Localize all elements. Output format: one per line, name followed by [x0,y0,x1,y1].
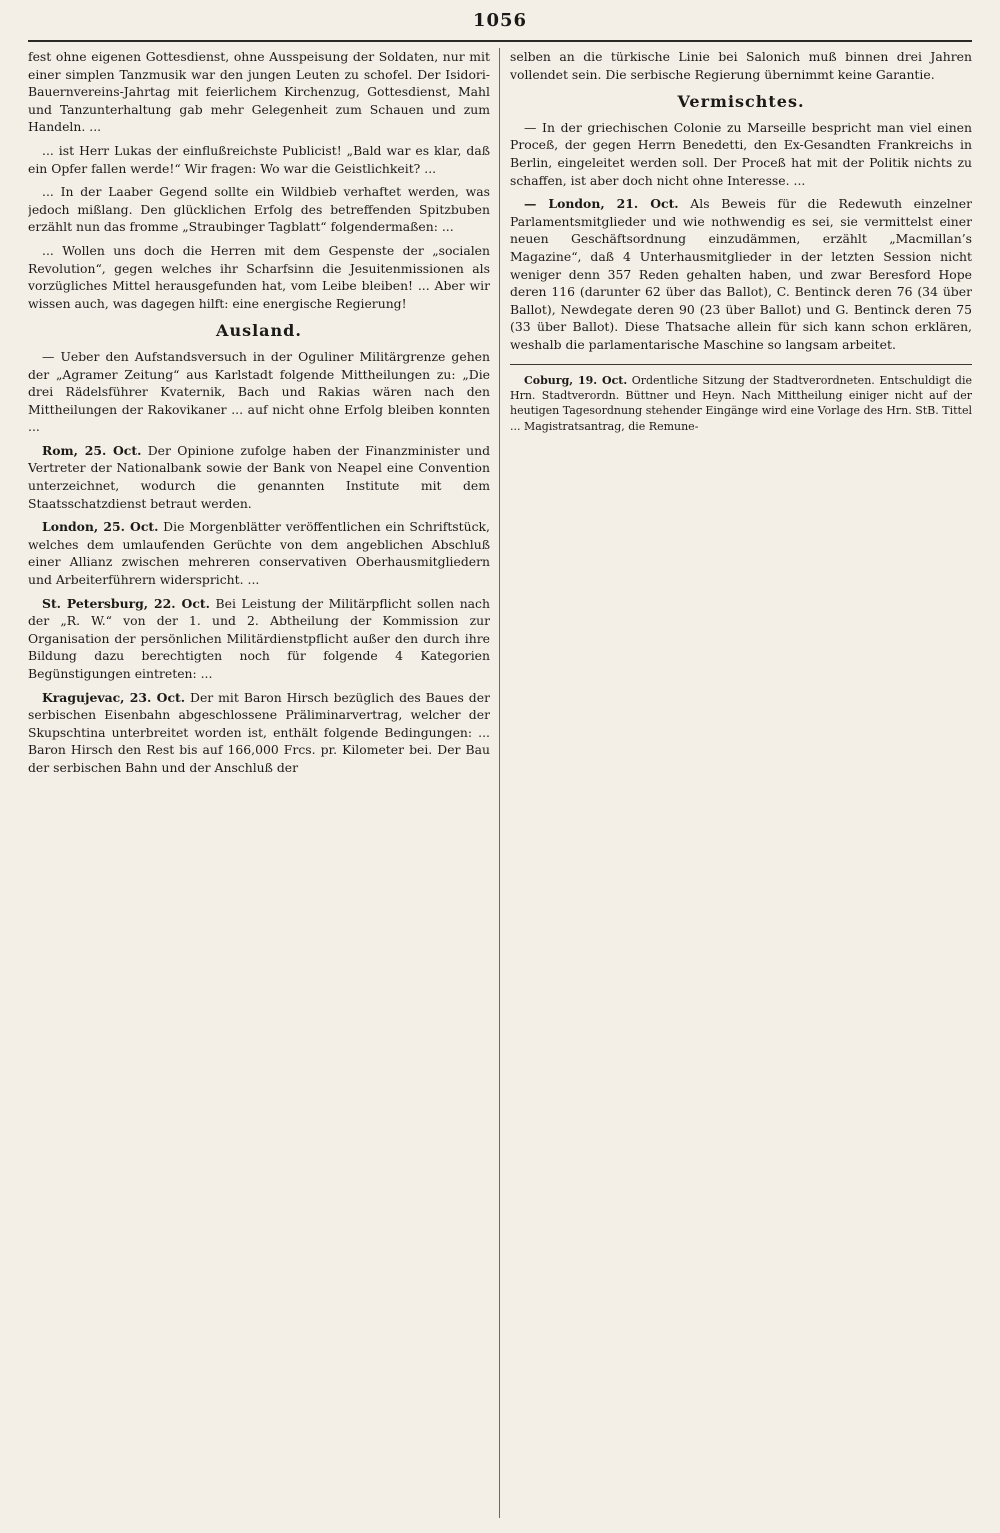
article-paragraph [28,595,490,683]
right-intro-paragraph: selben an die türkische Linie bei Salonich muß binnen drei Jahren vollendet sein. Die serbische Regierung übernimmt keine Garantie. [510,49,972,82]
section-separator [510,364,972,365]
article-text: Die Morgenblätter veröffentlichen ein Schriftstück, welches dem umlaufenden Gerüchte von dem angeblichen Abschluß einer Allianz zwischen mehreren conservativen Oberhausmitgliedern und Arbeiterführern widerspricht. ... [28,519,490,588]
left-intro-paragraph: fest ohne eigenen Gottesdienst, ohne Ausspeisung der Soldaten, nur mit einer simplen Tanzmusik war den jungen Leuten zu schofel. Der Isidori-Bauernvereins-Jahrtag mit feierlichem Kirchenzug, Gottesdienst, Mahl und Tanzunterhaltung gab mehr Gelegenheit zum Schauen und zum Handeln. ... [28,49,490,135]
header-rule [28,40,972,42]
left-intro-paragraph: ... ist Herr Lukas der einflußreichste Publicist! „Bald war es klar, daß ein Opfer fallen werde!“ Wir fragen: Wo war die Geistlichkeit? ... [28,142,490,176]
page-number: 1056 [472,10,528,31]
coburg-report [510,373,972,435]
article-dateline: — London, 21. Oct. [524,196,679,212]
article-text: Bei Leistung der Militärpflicht sollen nach der „R. W.“ von der 1. und 2. Abtheilung der Kommission zur Organisation der persönlichen Militärdienstpflicht außer den durch ihre Bildung dazu berechtigten noch für folgende 4 Kategorien Begünstigungen eintreten: ... [28,595,490,681]
article-text: — In der griechischen Colonie zu Marseille bespricht man viel einen Proceß, der gegen Herrn Benedetti, den Ex-Gesandten Frankreichs in Berlin, eingeleitet werden soll. Der Proceß hat mit der Politik nichts zu schaffen, ist aber doch nicht ohne Interesse. ... [510,119,972,188]
article-paragraph [510,195,972,353]
article-text: Der mit Baron Hirsch bezüglich des Baues der serbischen Eisenbahn abgeschlossene Präliminarvertrag, welcher der Skupschtina unterbreitet worden ist, enthält folgende Bedingungen: ... Baron Hirsch den Rest bis auf 166,000 Frcs. pr. Kilometer bei. Der Bau der serbischen Bahn und der Anschluß der [28,689,490,775]
article-paragraph [28,518,490,588]
article-dateline: London, 25. Oct. [42,519,159,535]
article-text: Als Beweis für die Redewuth einzelner Parlamentsmitglieder und wie nothwendig es sei, sie vermittelst einer neuen Geschäftsordnung einzudämmen, erzählt „Macmillan’s Magazine“, daß 4 Unterhausmitglieder in der letzten Session nicht weniger denn 357 Reden gehalten haben, und zwar Beresford Hope deren 116 (darunter 62 über das Ballot), C. Bentinck deren 76 (34 über Ballot), Newdegate deren 90 (23 über Ballot) und G. Bentinck deren 75 (33 über Ballot). Diese Thatsache allein für sich kann schon erklären, weshalb die parlamentarische Maschine so langsam arbeitet. [510,196,972,352]
article-paragraph [28,348,490,436]
left-intro-paragraph: ... Wollen uns doch die Herren mit dem Gespenste der „socialen Revolution“, gegen welches ihr Scharfsinn die Jesuitenmissionen als vorzügliches Mittel herausgefunden hat, vom Leibe bleiben! ... Aber wir wissen auch, was dagegen hilft: eine energische Regierung! [28,242,490,311]
article-dateline: St. Petersburg, 22. Oct. [42,595,210,611]
article-paragraph [28,689,490,777]
coburg-dateline: Coburg, 19. Oct. [524,373,628,387]
coburg-text: Ordentliche Sitzung der Stadtverordneten. Entschuldigt die Hrn. Stadtverordn. Büttner und Heyn. Nach Mittheilung einiger nicht auf der heutigen Tagesordnung stehender Eingänge wird eine Vorlage des Hrn. StB. Tittel ... Magistratsantrag, die Remune- [510,373,972,433]
article-paragraph [510,119,972,189]
article-paragraph [28,442,490,512]
article-dateline: Kragujevac, 23. Oct. [42,689,186,705]
article-text: Der Opinione zufolge haben der Finanzminister und Vertreter der Nationalbank sowie der Bank von Neapel eine Convention unterzeichnet, wodurch die genannten Institute mit dem Staatsschatzdienst betraut werden. [28,442,490,511]
article-text: — Ueber den Aufstandsversuch in der Oguliner Militärgrenze gehen der „Agramer Zeitung“ aus Karlstadt folgende Mittheilungen zu: „Die drei Rädelsführer Kvaternik, Bach und Rakias wären nach den Mittheilungen der Rakovikaner ... auf nicht ohne Erfolg bleiben konnten ... [28,348,490,435]
section-heading-ausland: Ausland. [216,321,302,341]
left-column [28,48,490,1518]
section-heading-vermischtes: Vermischtes. [677,92,805,112]
left-intro-paragraph: ... In der Laaber Gegend sollte ein Wildbieb verhaftet werden, was jedoch mißlang. Den glücklichen Erfolg des betreffenden Spitzbuben erzählt nun das fromme „Straubinger Tagblatt“ folgendermaßen: ... [28,184,490,235]
column-divider [499,48,500,1518]
article-dateline: Rom, 25. Oct. [42,442,142,458]
right-column [510,48,972,1518]
